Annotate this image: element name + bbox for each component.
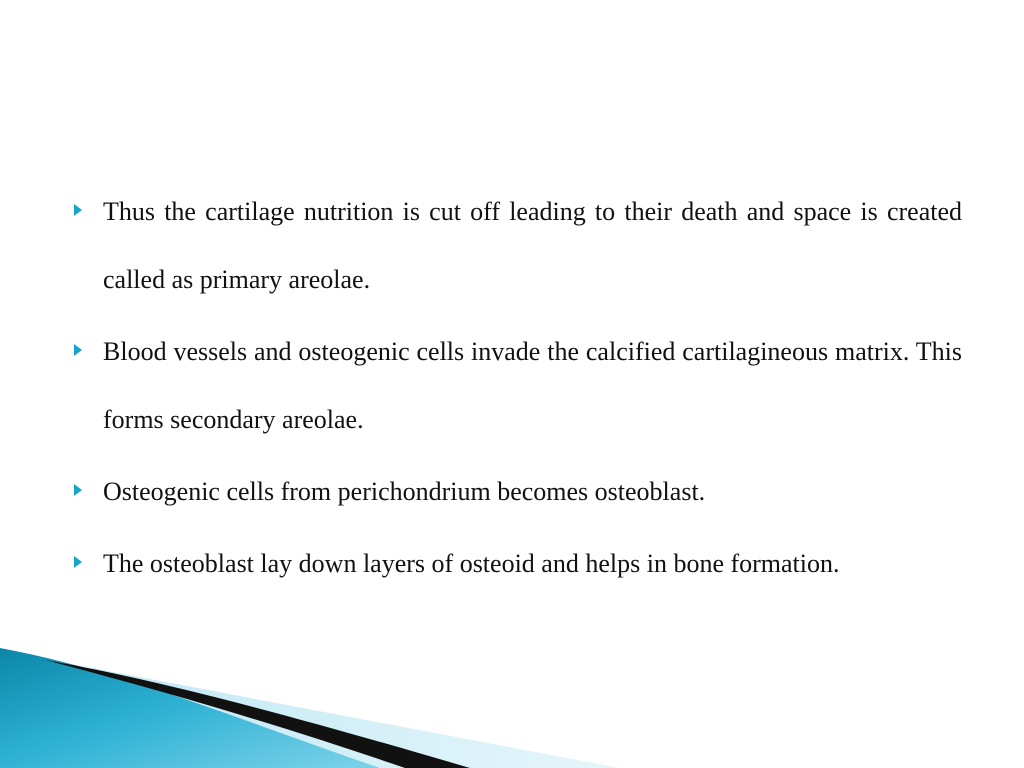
bullet-item-3 (72, 458, 962, 526)
triangle-right-icon (74, 556, 82, 568)
triangle-right-icon (74, 344, 82, 356)
bullet-item-2 (72, 318, 962, 454)
bullet-text: The osteoblast lay down layers of osteoid and helps in bone formation. (103, 549, 840, 578)
bullet-item-1 (72, 178, 962, 314)
blue-swoosh-shape (0, 648, 380, 768)
slide-content (72, 178, 962, 598)
bullet-text: Thus the cartilage nutrition is cut off leading to their death and space is created called as primary areolae. (103, 197, 962, 294)
bullet-text: Osteogenic cells from perichondrium becomes osteoblast. (103, 477, 706, 506)
bullet-list (72, 178, 962, 598)
bullet-item-4 (72, 530, 962, 598)
triangle-right-icon (74, 204, 82, 216)
triangle-right-icon (74, 484, 82, 496)
black-stripe-shape (45, 660, 470, 768)
pale-wedge-shape (60, 662, 620, 768)
bullet-text: Blood vessels and osteogenic cells invade the calcified cartilagineous matrix. This forms secondary areolae. (103, 337, 962, 434)
